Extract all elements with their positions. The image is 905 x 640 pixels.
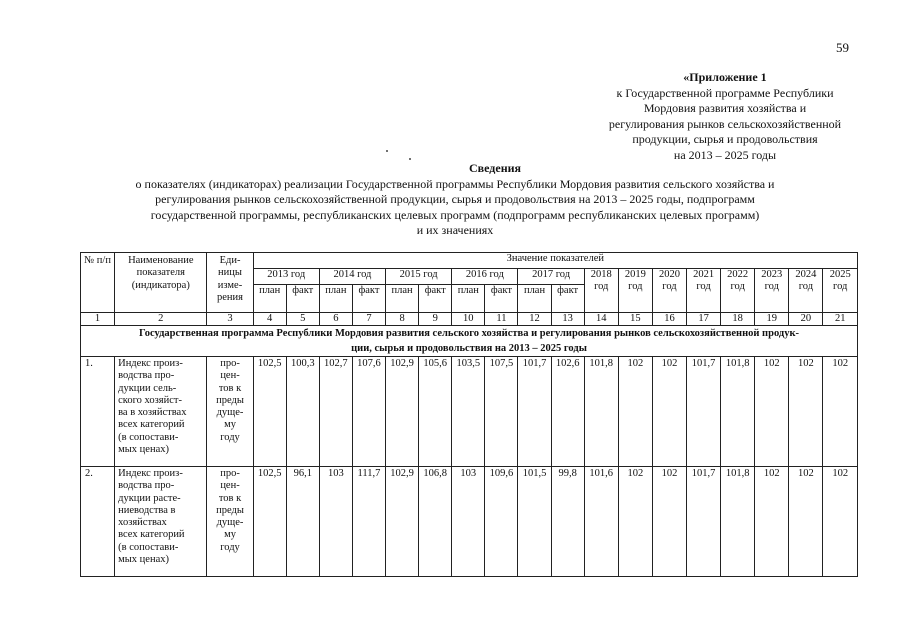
column-index: 2 (115, 313, 207, 326)
year-header: 2021 год (687, 269, 721, 313)
indicator-value: 100,3 (286, 357, 319, 467)
indicator-value: 99,8 (551, 467, 584, 577)
year-header: 2022 год (721, 269, 755, 313)
indicator-value: 103 (452, 467, 485, 577)
indicator-value: 107,6 (352, 357, 385, 467)
column-index: 20 (789, 313, 823, 326)
column-index: 16 (652, 313, 686, 326)
indicator-value: 101,7 (518, 357, 551, 467)
heading-line: государственной программы, республиканских целевых программ (подпрограмм республиканских целевых программ) (150, 207, 760, 222)
page-number: 59 (836, 40, 849, 55)
plan-header: план (319, 285, 352, 313)
row-number: 1. (81, 357, 115, 467)
year-header: 2017 год (518, 269, 584, 285)
heading-line: и их значениях (416, 223, 494, 237)
column-index: 4 (253, 313, 286, 326)
plan-header: план (253, 285, 286, 313)
indicator-value: 102,9 (386, 467, 419, 577)
year-header: 2023 год (755, 269, 789, 313)
document-heading (80, 161, 905, 239)
column-header-unit: Еди- ницы изме- рения (207, 253, 253, 313)
column-index: 21 (823, 313, 858, 326)
indicator-value: 102,6 (551, 357, 584, 467)
indicator-value: 103,5 (452, 357, 485, 467)
values-header: Значение показателей (253, 253, 857, 269)
plan-header: план (518, 285, 551, 313)
column-index: 19 (755, 313, 789, 326)
indicator-value: 103 (319, 467, 352, 577)
indicator-value: 102 (652, 467, 686, 577)
indicator-value: 107,5 (485, 357, 518, 467)
year-header: 2019 год (618, 269, 652, 313)
scan-speck (386, 150, 388, 152)
indicator-value: 102 (618, 357, 652, 467)
appendix-line: регулирования рынков сельскохозяйственной (608, 116, 842, 131)
indicator-value: 102,5 (253, 357, 286, 467)
plan-header: план (386, 285, 419, 313)
indicator-value: 101,5 (518, 467, 551, 577)
heading-title: Сведения (468, 161, 522, 175)
column-index: 7 (352, 313, 385, 326)
indicator-value: 102,9 (386, 357, 419, 467)
indicator-value: 101,8 (721, 357, 755, 467)
unit-of-measure: про- цен- тов к преды дуще- му году (207, 357, 253, 467)
indicator-name: Индекс произ- водства про- дукции расте- ниеводства в хозяйствах всех категорий (в сопостави- мых ценах) (115, 467, 207, 577)
appendix-block (560, 70, 890, 163)
column-index: 3 (207, 313, 253, 326)
year-header: 2024 год (789, 269, 823, 313)
column-index: 8 (386, 313, 419, 326)
indicator-value: 102 (789, 467, 823, 577)
column-header-number: № п/п (81, 253, 115, 313)
indicator-value: 102 (789, 357, 823, 467)
program-title: Государственная программа Республики Мордовия развития сельского хозяйства и регулирования рынков сельскохозяйственной продук- ции, сырья и продовольствия на 2013 – 2025 годы (81, 326, 858, 357)
column-index: 14 (584, 313, 618, 326)
indicator-value: 102 (652, 357, 686, 467)
year-header: 2013 год (253, 269, 319, 285)
fact-header: факт (286, 285, 319, 313)
indicator-value: 105,6 (419, 357, 452, 467)
indicator-name: Индекс произ- водства про- дукции сель- ского хозяйст- ва в хозяйствах всех категорий (в сопостави- мых ценах) (115, 357, 207, 467)
indicator-value: 102 (823, 467, 858, 577)
appendix-line: на 2013 – 2025 годы (673, 147, 777, 162)
indicator-value: 96,1 (286, 467, 319, 577)
appendix-line: продукции, сырья и продовольствия (632, 132, 818, 146)
year-header: 2016 год (452, 269, 518, 285)
column-index: 5 (286, 313, 319, 326)
column-index: 1 (81, 313, 115, 326)
indicator-value: 102,7 (319, 357, 352, 467)
scan-speck (409, 158, 411, 160)
indicator-value: 102,5 (253, 467, 286, 577)
fact-header: факт (419, 285, 452, 313)
column-index: 13 (551, 313, 584, 326)
indicator-value: 102 (618, 467, 652, 577)
column-index: 17 (687, 313, 721, 326)
year-header: 2014 год (319, 269, 385, 285)
column-index: 10 (452, 313, 485, 326)
column-index: 15 (618, 313, 652, 326)
appendix-line: Мордовия развития хозяйства и (643, 101, 807, 115)
year-header: 2018 год (584, 269, 618, 313)
heading-line: о показателях (индикаторах) реализации Государственной программы Республики Мордовия развития сельского хозяйства и (135, 176, 775, 191)
appendix-line: к Государственной программе Республики (616, 85, 834, 100)
column-index: 9 (419, 313, 452, 326)
year-header: 2020 год (652, 269, 686, 313)
column-index: 11 (485, 313, 518, 326)
appendix-title: «Приложение 1 (683, 70, 767, 84)
unit-of-measure: про- цен- тов к преды дуще- му году (207, 467, 253, 577)
indicator-value: 102 (755, 357, 789, 467)
indicator-value: 101,7 (687, 357, 721, 467)
column-index: 12 (518, 313, 551, 326)
fact-header: факт (485, 285, 518, 313)
indicator-value: 109,6 (485, 467, 518, 577)
indicator-value: 101,8 (721, 467, 755, 577)
fact-header: факт (352, 285, 385, 313)
indicators-table (80, 252, 858, 577)
indicator-value: 101,8 (584, 357, 618, 467)
row-number: 2. (81, 467, 115, 577)
indicator-value: 101,6 (584, 467, 618, 577)
year-header: 2015 год (386, 269, 452, 285)
indicator-value: 102 (755, 467, 789, 577)
heading-line: регулирования рынков сельскохозяйственной продукции, сырья и продовольствия на 2013 – 2025 годы, подпрограмм (155, 192, 755, 206)
column-index: 18 (721, 313, 755, 326)
plan-header: план (452, 285, 485, 313)
indicator-value: 111,7 (352, 467, 385, 577)
column-index: 6 (319, 313, 352, 326)
indicator-value: 102 (823, 357, 858, 467)
table-row (81, 467, 858, 577)
table-row (81, 357, 858, 467)
year-header: 2025 год (823, 269, 858, 313)
indicator-value: 106,8 (419, 467, 452, 577)
fact-header: факт (551, 285, 584, 313)
column-header-name: Наименование показателя (индикатора) (115, 253, 207, 313)
indicator-value: 101,7 (687, 467, 721, 577)
